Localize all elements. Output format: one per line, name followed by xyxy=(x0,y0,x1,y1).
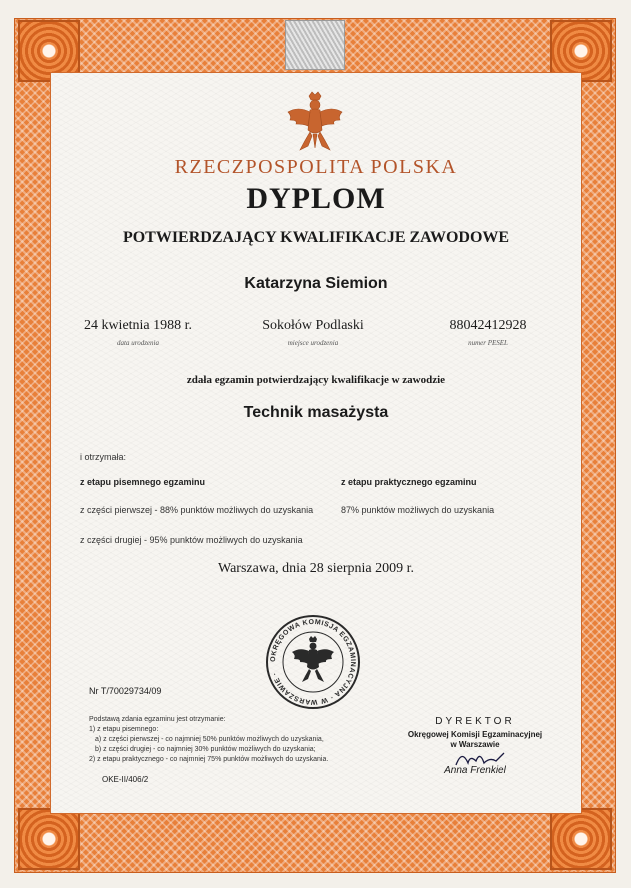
birth-date: 24 kwietnia 1988 r. xyxy=(83,318,193,333)
written-part2-result: z części drugiej - 95% punktów możliwych do uzyskania xyxy=(80,535,303,545)
basis-line-2: 2) z etapu praktycznego - co najmniej 75% punktów możliwych do uzyskania. xyxy=(89,756,329,763)
corner-ornament-bottom-right xyxy=(550,808,612,870)
form-code: OKE-II/406/2 xyxy=(102,775,149,784)
practical-result: 87% punktów możliwych do uzyskania xyxy=(341,505,495,515)
signatory-role: DYREKTOR xyxy=(435,716,515,727)
corner-ornament-bottom-left xyxy=(18,808,80,870)
document-title: DYPLOM xyxy=(246,182,386,215)
signatory-name: Anna Frenkiel xyxy=(444,765,506,776)
received-label: i otrzymała: xyxy=(80,452,127,462)
profession: Technik masażysta xyxy=(243,404,389,421)
basis-intro: Podstawą zdania egzaminu jest otrzymanie: xyxy=(89,716,226,723)
birth-date-label: data urodzenia xyxy=(117,339,159,347)
basis-line-1b: b) z części drugiej - co najmniej 30% punktów możliwych do uzyskania; xyxy=(95,746,316,753)
written-stage-header: z etapu pisemnego egzaminu xyxy=(80,477,206,487)
hologram-icon xyxy=(285,20,345,70)
official-seal-icon xyxy=(264,613,362,711)
basis-line-1a: a) z części pierwszej - co najmniej 50% punktów możliwych do uzyskania, xyxy=(95,736,324,743)
written-part1-result: z części pierwszej - 88% punktów możliwych do uzyskania xyxy=(80,505,314,515)
birth-place: Sokołów Podlaski xyxy=(262,318,364,333)
diploma-number: Nr T/70029734/09 xyxy=(89,686,162,696)
country-name: RZECZPOSPOLITA POLSKA xyxy=(174,156,458,178)
pesel-number: 88042412928 xyxy=(449,318,527,333)
pesel-label: numer PESEL xyxy=(468,339,508,347)
eagle-emblem-icon xyxy=(282,90,348,156)
basis-line-1: 1) z etapu pisemnego: xyxy=(89,726,159,733)
signatory-institution-line-2: w Warszawie xyxy=(450,740,500,749)
document-subtitle: POTWIERDZAJĄCY KWALIFIKACJE ZAWODOWE xyxy=(122,229,510,246)
place-and-date: Warszawa, dnia 28 sierpnia 2009 r. xyxy=(218,561,414,576)
exam-statement: zdała egzamin potwierdzający kwalifikacje w zawodzie xyxy=(186,374,446,386)
signatory-institution-line-1: Okręgowej Komisji Egzaminacyjnej xyxy=(407,730,543,739)
holder-name: Katarzyna Siemion xyxy=(244,275,388,292)
birth-place-label: miejsce urodzenia xyxy=(287,339,339,347)
seal-ring-text: OKRĘGOWA KOMISJA EGZAMINACYJNA · W WARSZAWIE · xyxy=(269,618,357,706)
practical-stage-header: z etapu praktycznego egzaminu xyxy=(341,477,477,487)
